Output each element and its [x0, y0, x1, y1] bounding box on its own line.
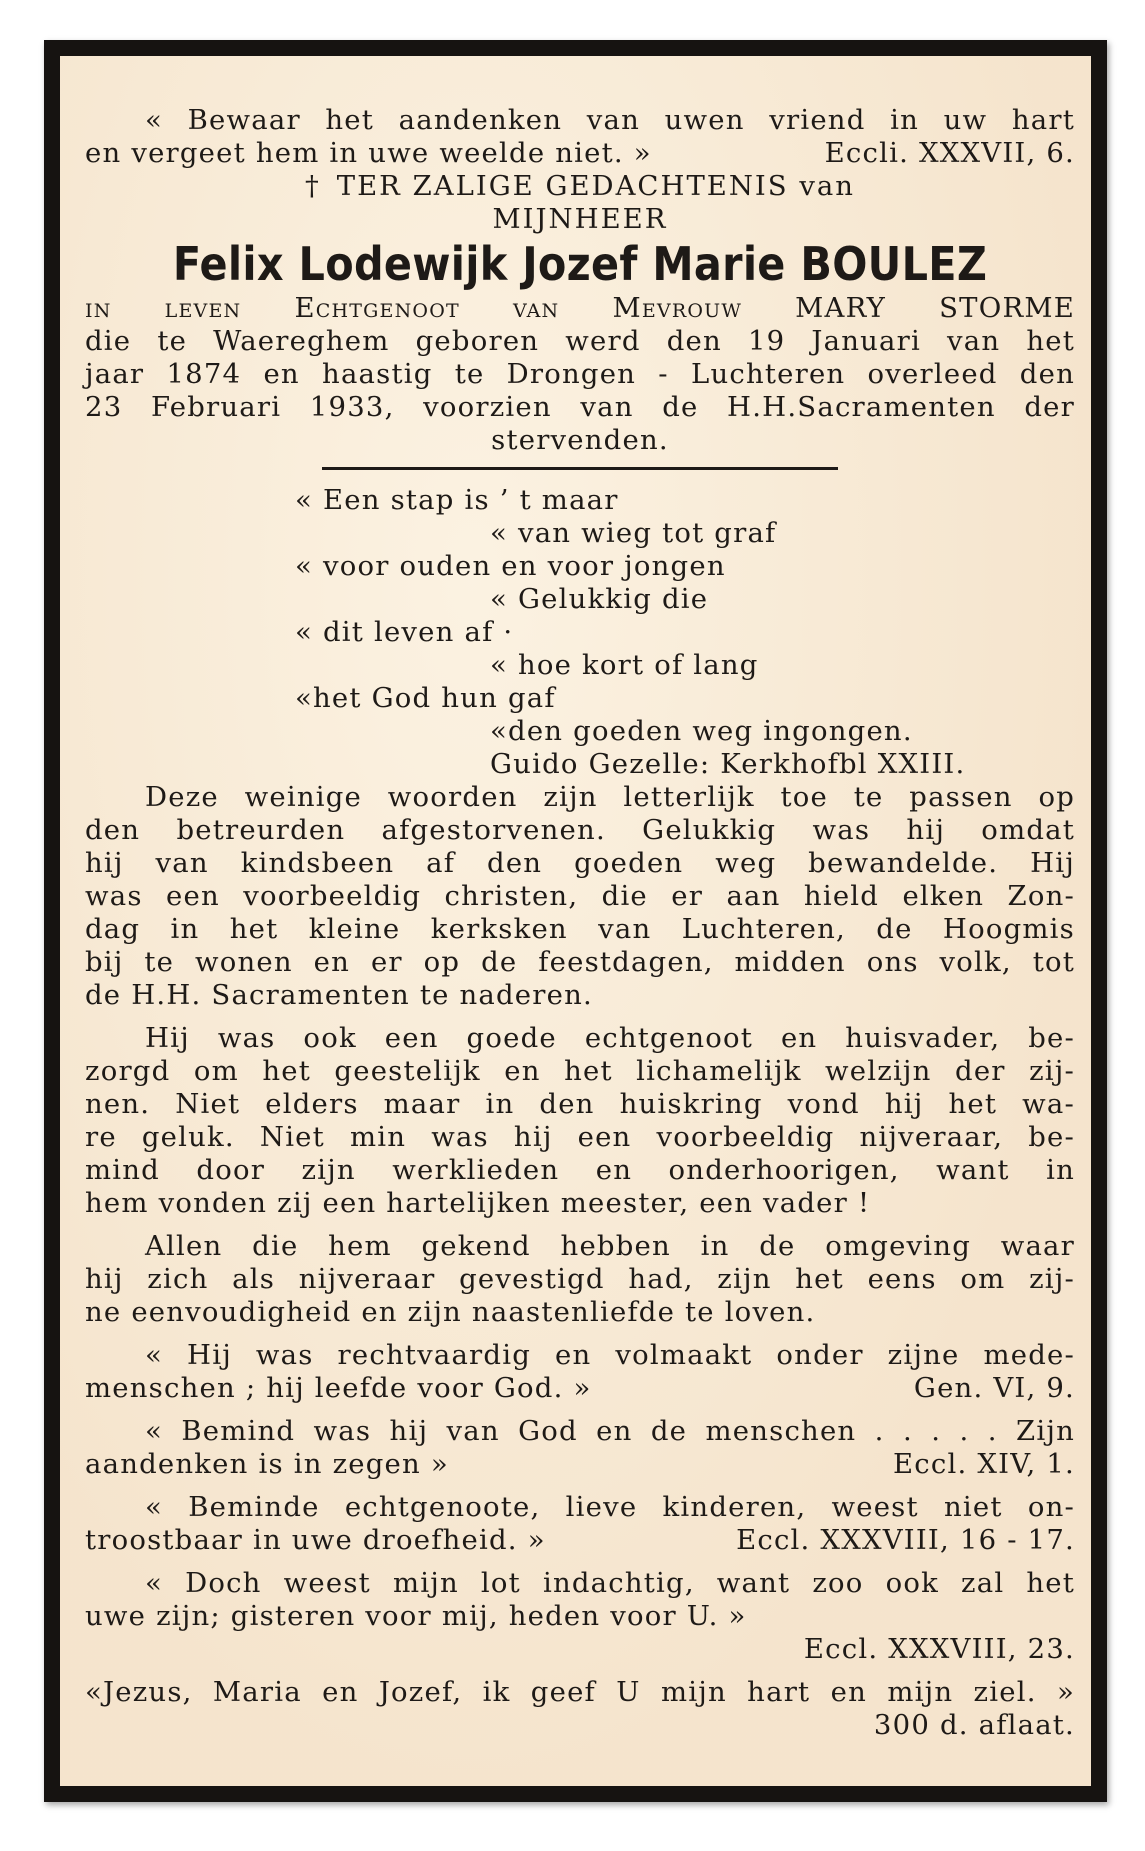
divider-rule: [322, 467, 838, 470]
quote-line: « Bemind was hij van God en de menschen . . . . . Zijn: [145, 1415, 1075, 1447]
paragraph-line: re geluk. Niet min was hij een voorbeeldig nijveraar, be-: [85, 1121, 1075, 1153]
honorific: MIJNHEER: [492, 203, 668, 235]
poem-line: « hoe kort of lang: [490, 649, 759, 681]
card-text: [85, 104, 1075, 1742]
scripture-quote: [85, 1491, 1075, 1557]
epigraph-line: « Bewaar het aandenken van uwen vriend in uw hart: [145, 104, 1075, 136]
paragraph-line: bij te wonen en er op de feestdagen, midden ons volk, tot: [85, 946, 1075, 978]
bio-line: die te Waereghem geboren werd den 19 Januari van het: [85, 325, 1075, 357]
quote-reference: Eccl. XXXVIII, 16 - 17.: [736, 1524, 1075, 1556]
quote-text: troostbaar in uwe droefheid. »: [85, 1524, 546, 1556]
epigraph: [85, 104, 1075, 170]
poem-line: « dit leven af ·: [295, 616, 514, 648]
paragraph-line: den betreurden afgestorvenen. Gelukkig was hij omdat: [85, 814, 1075, 846]
poem: [295, 484, 1075, 781]
quote-text: menschen ; hij leefde voor God. »: [85, 1372, 592, 1404]
bio-line: stervenden.: [491, 424, 669, 456]
paragraph-line: Hij was ook een goede echtgenoot en huisvader, be-: [145, 1022, 1075, 1054]
prayer-line: «Jezus, Maria en Jozef, ik geef U mijn hart en mijn ziel. »: [85, 1676, 1075, 1708]
paragraph-line: hem vonden zij een hartelijken meester, een vader !: [85, 1187, 871, 1219]
poem-line: « Gelukkig die: [490, 583, 709, 615]
scripture-quote: [85, 1339, 1075, 1405]
paragraph-line: hij van kindsbeen af den goeden weg bewandelde. Hij: [85, 847, 1075, 879]
scripture-quote: [85, 1415, 1075, 1481]
indulgence-note: 300 d. aflaat.: [873, 1709, 1075, 1741]
paragraph-1: [85, 781, 1075, 1012]
heading-text: TER ZALIGE GEDACHTENIS van: [336, 170, 856, 202]
quote-line: « Doch weest mijn lot indachtig, want zoo ook zal het: [145, 1567, 1075, 1599]
quote-reference: Gen. VI, 9.: [913, 1372, 1075, 1404]
poem-line: « van wieg tot graf: [490, 517, 777, 549]
quote-line: [85, 1372, 1075, 1405]
memorial-card: [44, 40, 1107, 1802]
quote-line: « Beminde echtgenoote, lieve kinderen, weest niet on-: [145, 1491, 1075, 1523]
paragraph-line: dag in het kleine kerksken van Luchteren, de Hoogmis: [85, 913, 1075, 945]
paragraph-2: [85, 1022, 1075, 1220]
paragraph-line: Deze weinige woorden zijn letterlijk toe te passen op: [145, 781, 1075, 813]
quote-line: « Hij was rechtvaardig en volmaakt onder zijne mede-: [145, 1339, 1075, 1371]
quote-line: uwe zijn; gisteren voor mij, heden voor U. »: [85, 1600, 747, 1632]
epigraph-text: en vergeet hem in uwe weelde niet. »: [85, 137, 652, 169]
bio-line: 23 Februari 1933, voorzien van de H.H.Sacramenten der: [85, 391, 1075, 423]
paragraph-line: hij zich als nijveraar gevestigd had, zijn het eens om zij-: [85, 1263, 1075, 1295]
paragraph-line: Allen die hem gekend hebben in de omgeving waar: [145, 1230, 1075, 1262]
heading-line: [85, 170, 1075, 203]
poem-attribution: Guido Gezelle: Kerkhofbl XXIII.: [490, 748, 966, 780]
quote-reference: Eccl. XXXVIII, 23.: [803, 1633, 1075, 1665]
epigraph-reference: Eccli. XXXVII, 6.: [824, 137, 1075, 169]
quote-text: aandenken is in zegen »: [85, 1448, 449, 1480]
paragraph-line: was een voorbeeldig christen, die er aan hield elken Zon-: [85, 880, 1075, 912]
deceased-name: Felix Lodewijk Jozef Marie BOULEZ: [172, 237, 988, 291]
paragraph-line: mind door zijn werklieden en onderhoorigen, want in: [85, 1154, 1075, 1186]
card-paper: [60, 56, 1091, 1786]
prayer: [85, 1676, 1075, 1742]
scripture-quote: [85, 1567, 1075, 1666]
paragraph-line: de H.H. Sacramenten te naderen.: [85, 979, 593, 1011]
poem-line: « Een stap is ’ t maar: [295, 484, 619, 516]
biography: [85, 325, 1075, 457]
paragraph-line: nen. Niet elders maar in den huiskring vond hij het wa-: [85, 1088, 1075, 1120]
paragraph-3: [85, 1230, 1075, 1329]
quote-line: [85, 1448, 1075, 1481]
poem-line: «den goeden weg ingongen.: [490, 715, 913, 747]
cross-icon: †: [304, 170, 321, 202]
paragraph-line: ne eenvoudigheid en zijn naastenliefde te loven.: [85, 1296, 816, 1328]
spouse-line: in leven Echtgenoot van Mevrouw MARY STORME: [85, 292, 1075, 324]
paragraph-line: zorgd om het geestelijk en het lichamelijk welzijn der zij-: [85, 1055, 1075, 1087]
bio-line: jaar 1874 en haastig te Drongen - Luchteren overleed den: [85, 358, 1075, 390]
quote-line: [85, 1524, 1075, 1557]
epigraph-line: [85, 137, 1075, 170]
poem-line: « voor ouden en voor jongen: [295, 550, 726, 582]
quote-reference: Eccl. XIV, 1.: [893, 1448, 1075, 1480]
poem-line: «het God hun gaf: [295, 682, 556, 714]
